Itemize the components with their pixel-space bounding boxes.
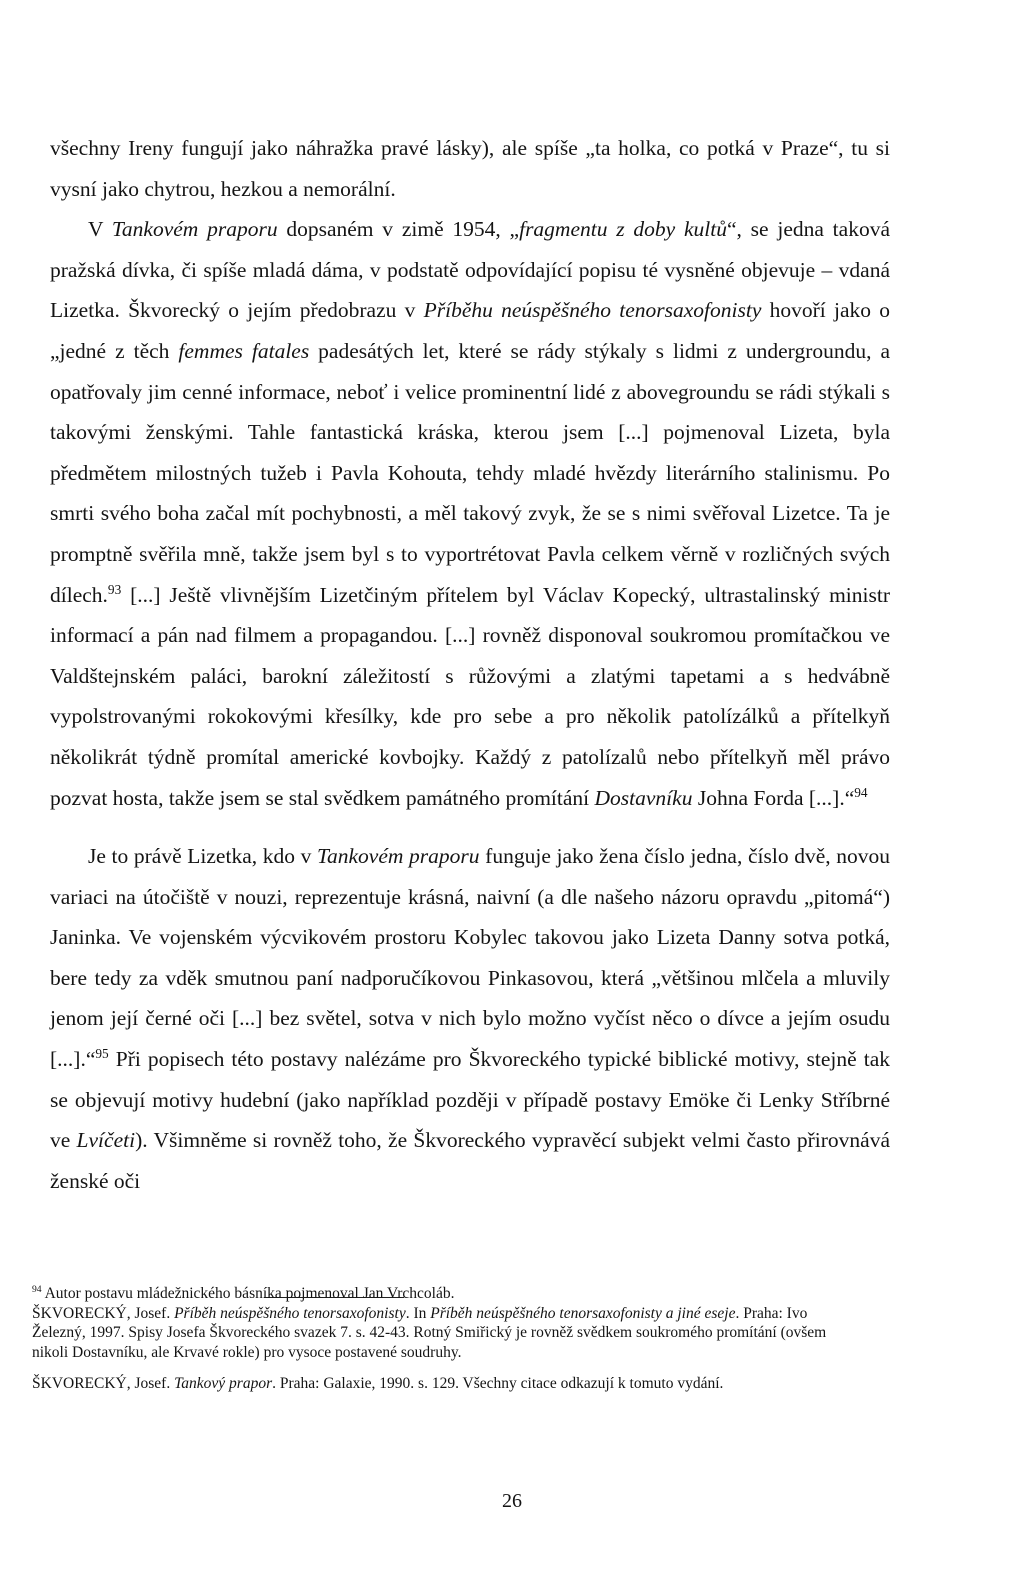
text-run: funguje jako žena číslo jedna, číslo dvě, novou variaci na útočiště v nouzi, reprezentuje krásná, naivní (a dle našeho názoru opravdu „pitomá“) Janinka. Ve vojenském výcvikovém prostoru Kobylec takovou jako Lizeta Danny sotva potká, bere tedy za vděk smutnou paní nadporučíkovou Pinkasovou, která „většinou mlčela a mluvily jenom její černé oči [...] bez světel, sotva v nich bylo možno vyčíst něco o dívce a jejím osudu [...].“ bbox=[50, 844, 891, 1072]
paragraph bbox=[50, 209, 890, 818]
text-run: Johna Forda [...].“ bbox=[692, 785, 855, 810]
text-run: “, se jedna taková pražská dívka, či spíše mladá dáma, v podstatě odpovídající popisu té vysněné objevuje – vdaná Lizetka. Škvorecký o jejím předobrazu v bbox=[50, 217, 890, 323]
footnote-text: Příběh neúspěšného tenorsaxofonisty bbox=[174, 1304, 406, 1322]
footnote-text: Autor postavu mládežnického básníka pojmenoval Jan Vrchcoláb. bbox=[41, 1285, 455, 1302]
footnote bbox=[32, 1284, 852, 1304]
text-run: dopsaném v zimě 1954, „ bbox=[277, 217, 520, 242]
footnote-ref: 94 bbox=[32, 1284, 42, 1296]
footnote-text: . In bbox=[405, 1304, 431, 1322]
text-run: padesátých let, které se rády stýkaly s lidmi z undergroundu, a opatřovaly jim cenné informace, neboť i velice prominentní lidé z abovegroundu se rádi stýkali s takovými ženskými. Tahle fantastická kráska, kterou jsem [...] pojmenoval Lizeta, byla předmětem milostných tužeb i Pavla Kohouta, tehdy mladé hvězdy literárního stalinismu. Po smrti svého boha začal mít pochybnosti, a měl takový zvyk, že se s nimi svěřoval Lizetce. Ta je promptně svěřila mně, takže jsem byl s to vyportrétovat Pavla celkem věrně v rozličných svých dílech. bbox=[50, 338, 891, 607]
footnote-ref: 94 bbox=[854, 784, 868, 800]
text-run: fragmentu z doby kultů bbox=[519, 217, 727, 242]
footnote-text: . Praha: Ivo Železný, 1997. Spisy Josefa Škvoreckého svazek 7. s. 42-43. Rotný Smiřický je rovněž svědkem soukromého promítání (ovšem nikoli Dostavníku, ale Krvavé rokle) pro vysoce postavené soudruhy. bbox=[32, 1304, 827, 1361]
text-run: femmes fatales bbox=[178, 338, 310, 363]
text-run: všechny Ireny fungují jako náhražka pravé lásky), ale spíše „ta holka, co potká v Praze“, tu si vysní jako chytrou, hezkou a nemorální. bbox=[50, 136, 890, 201]
footnote-text: . Praha: Galaxie, 1990. s. 129. Všechny citace odkazují k tomuto vydání. bbox=[272, 1375, 724, 1392]
footnote-text: ŠKVORECKÝ, Josef. bbox=[32, 1375, 175, 1392]
text-run: [...] Ještě vlivnějším Lizetčiným přítelem byl Václav Kopecký, ultrastalinský ministr informací a pán nad filmem a propagandou. [...] rovněž disponoval soukromou promítačkou ve Valdštejnském paláci, barokní záležitostí s růžovými a zlatými tapetami a s hedvábně vypolstrovanými rokokovými křesílky, kde pro sebe a pro několik patolízálků a přítelkyň několikrát týdně promítal americké kovbojky. Každý z patolízalů nebo přítelkyň měl právo pozvat hosta, takže jsem se stal svědkem památného promítání bbox=[50, 582, 890, 810]
text-run: hovoří jako o „jedné z těch bbox=[50, 298, 890, 363]
text-run: Tankovém praporu bbox=[111, 217, 278, 242]
footnote-ref: 93 bbox=[107, 581, 122, 597]
footnote bbox=[32, 1304, 852, 1363]
page-number: 26 bbox=[502, 1490, 522, 1512]
footnote-text: ŠKVORECKÝ, Josef. bbox=[32, 1304, 175, 1322]
text-run: ). Všimněme si rovněž toho, že Škvoreckého vypravěcí subjekt velmi často přirovnává ženské oči bbox=[50, 1128, 890, 1193]
text-run: Lvíčeti bbox=[76, 1128, 136, 1153]
paragraph bbox=[50, 836, 890, 1201]
paragraph bbox=[50, 128, 890, 209]
footnote-ref: 95 bbox=[95, 1046, 109, 1062]
text-run: Příběhu neúspěšného tenorsaxofonisty bbox=[423, 298, 762, 323]
footnote bbox=[32, 1374, 852, 1394]
main-text bbox=[50, 128, 890, 1201]
text-run: V bbox=[88, 217, 112, 242]
text-run: Tankovém praporu bbox=[317, 844, 480, 869]
text-run: Dostavníku bbox=[594, 785, 693, 810]
text-run: Při popisech této postavy nalézáme pro Škvoreckého typické biblické motivy, stejně tak se objevují motivy hudební (jako například později v případě postavy Emöke či Lenky Stříbrné ve bbox=[50, 1047, 890, 1153]
footnote-text: Tankový prapor bbox=[174, 1375, 273, 1392]
footnote-text: Příběh neúspěšného tenorsaxofonisty a jiné eseje bbox=[430, 1304, 736, 1322]
footnotes bbox=[32, 1284, 852, 1394]
text-run: Je to právě Lizetka, kdo v bbox=[88, 844, 318, 869]
